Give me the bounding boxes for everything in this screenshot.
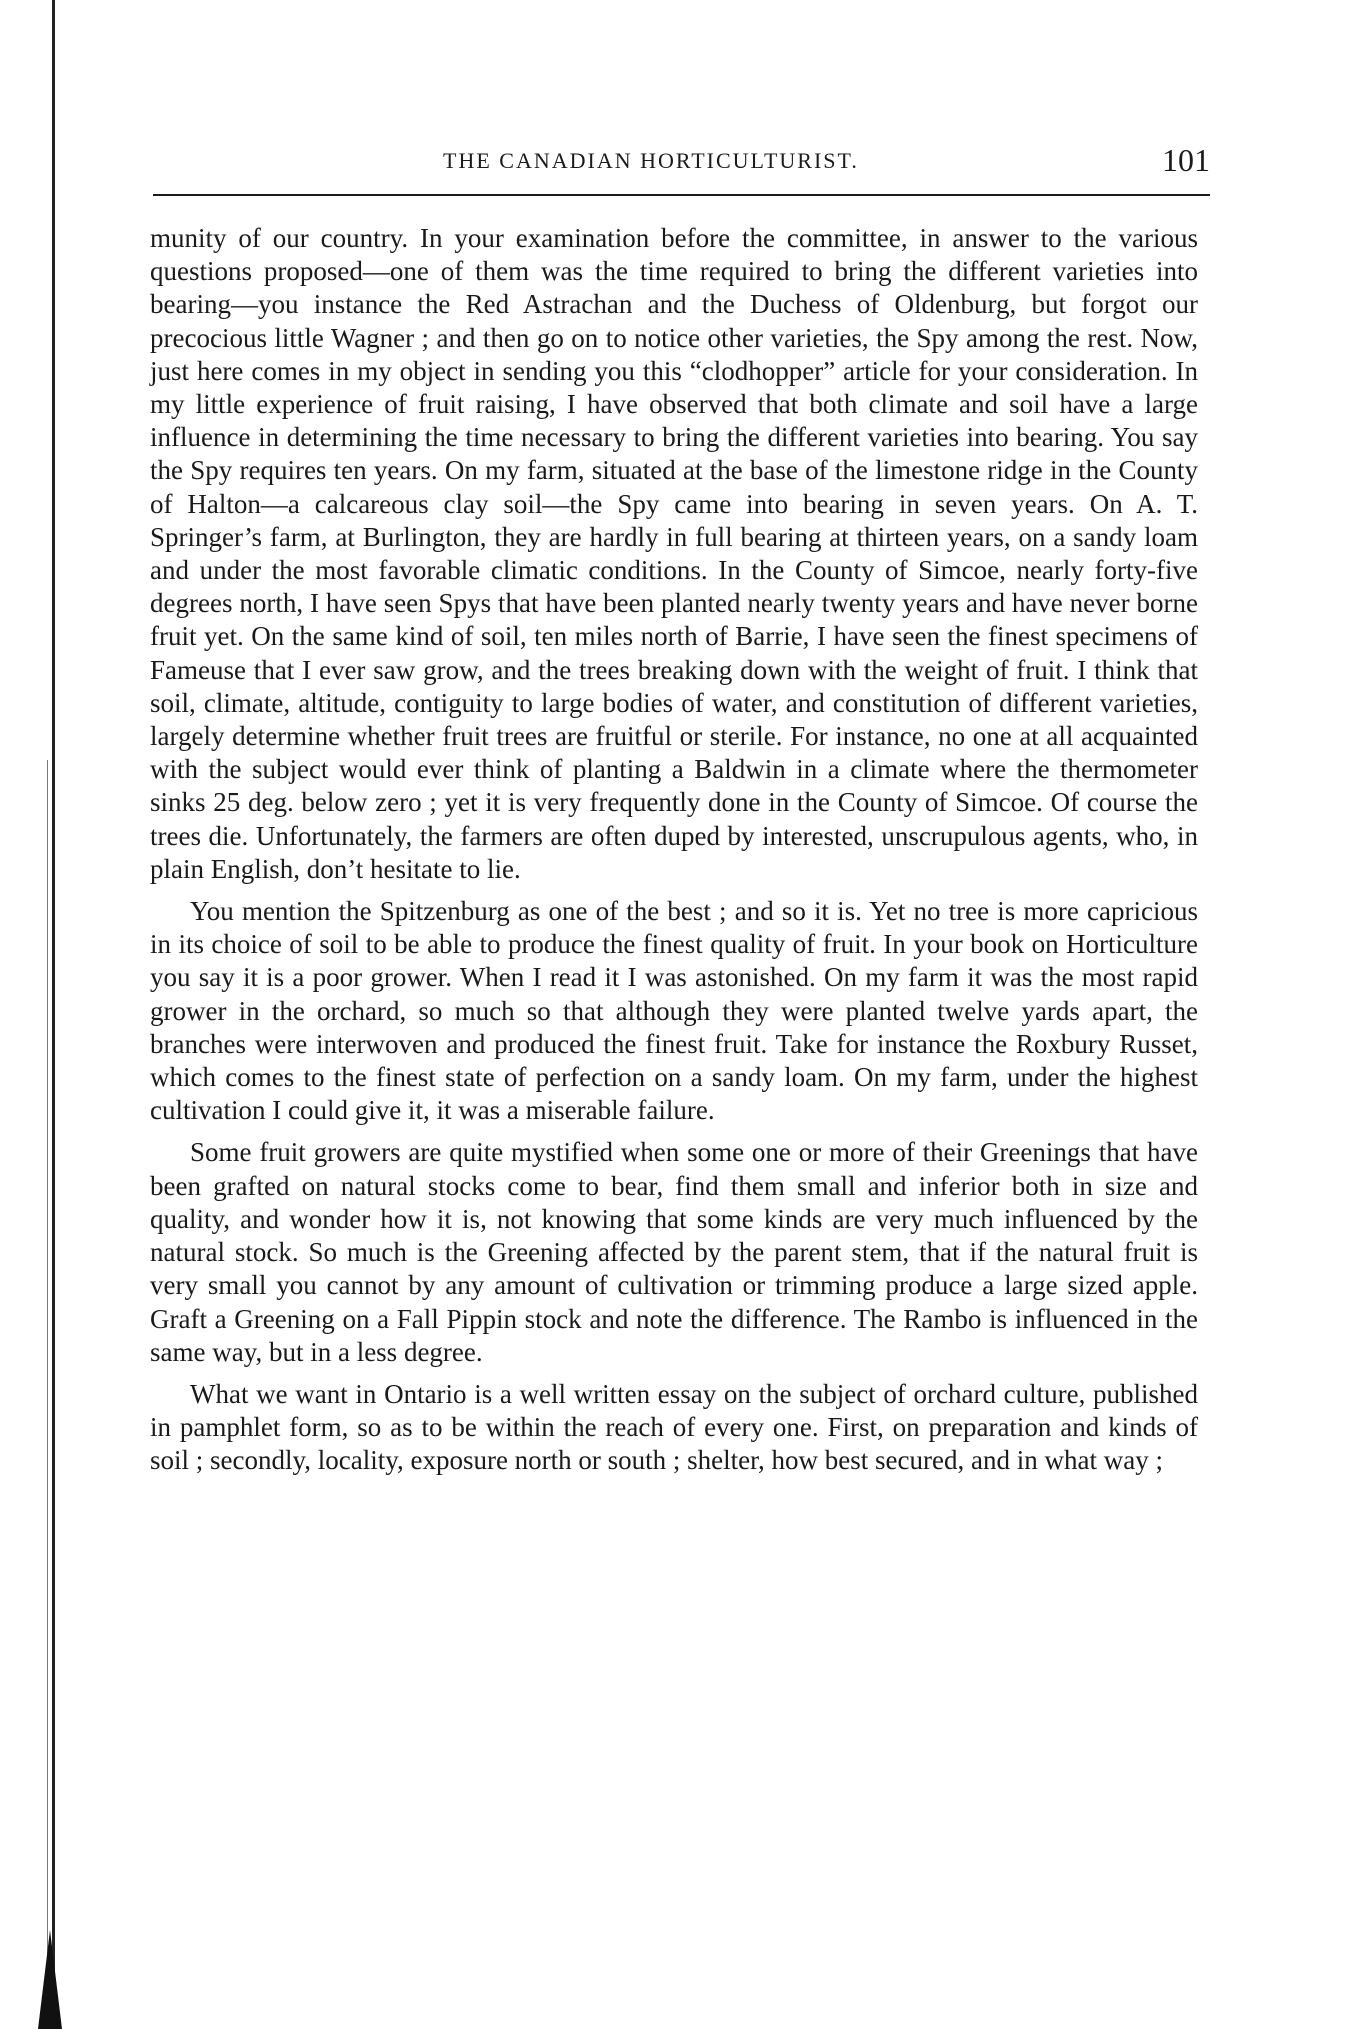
page-header [150, 142, 1210, 182]
paragraph: You mention the Spitzenburg as one of the best ; and so it is. Yet no tree is more capricious in its choice of soil to be able to produce the finest quality of fruit. In your book on Horticulture you say it is a poor grower. When I read it I was astonished. On my farm it was the most rapid grower in the orchard, so much so that although they were planted twelve yards apart, the branches were interwoven and produced the finest fruit. Take for instance the Roxbury Russet, which comes to the finest state of perfection on a sandy loam. On my farm, under the highest cultivation I could give it, it was a miserable failure. [150, 896, 1198, 1126]
article-body [150, 222, 1198, 1487]
binding-corner [38, 1930, 62, 2029]
page-number: 101 [1162, 142, 1210, 178]
paragraph: What we want in Ontario is a well written essay on the subject of orchard culture, published in pamphlet form, so as to be within the reach of every one. First, on preparation and kinds of soil ; secondly, locality, exposure north or south ; shelter, how best secured, and in what way ; [150, 1378, 1198, 1476]
paragraph: munity of our country. In your examination before the committee, in answer to the various questions proposed—one of them was the time required to bring the different varieties into bearing—you instance the Red Astrachan and the Duchess of Oldenburg, but forgot our precocious little Wagner ; and then go on to notice other varieties, the Spy among the rest. Now, just here comes in my object in sending you this “clodhopper” article for your consideration. In my little experience of fruit raising, I have observed that both climate and soil have a large influence in determining the time necessary to bring the different varieties into bearing. You say the Spy requires ten years. On my farm, situated at the base of the limestone ridge in the County of Halton—a calcareous clay soil—the Spy came into bearing in seven years. On A. T. Springer’s farm, at Burlington, they are hardly in full bearing at thirteen years, on a sandy loam and under the most favorable climatic conditions. In the County of Simcoe, nearly forty-five degrees north, I have seen Spys that have been planted nearly twenty years and have never borne fruit yet. On the same kind of soil, ten miles north of Barrie, I have seen the finest specimens of Fameuse that I ever saw grow, and the trees breaking down with the weight of fruit. I think that soil, climate, altitude, contiguity to large bodies of water, and constitution of different varieties, largely determine whether fruit trees are fruitful or sterile. For instance, no one at all acquainted with the subject would ever think of planting a Baldwin in a climate where the thermometer sinks 25 deg. below zero ; yet it is very frequently done in the County of Simcoe. Of course the trees die. Unfortunately, the farmers are often duped by interested, unscrupulous agents, who, in plain English, don’t hesitate to lie. [150, 223, 1198, 884]
binding-edge [52, 0, 55, 2029]
header-rule [153, 194, 1210, 196]
paragraph: Some fruit growers are quite mystified when some one or more of their Greenings that have been grafted on natural stocks come to bear, find them small and inferior both in size and quality, and wonder how it is, not knowing that some kinds are very much influenced by the natural stock. So much is the Greening affected by the parent stem, that if the natural fruit is very small you cannot by any amount of cultivation or trimming produce a large sized apple. Graft a Greening on a Fall Pippin stock and note the difference. The Rambo is influenced in the same way, but in a less degree. [150, 1137, 1198, 1367]
running-title: THE CANADIAN HORTICULTURIST. [443, 148, 859, 173]
binding-edge-shadow [47, 760, 48, 2010]
